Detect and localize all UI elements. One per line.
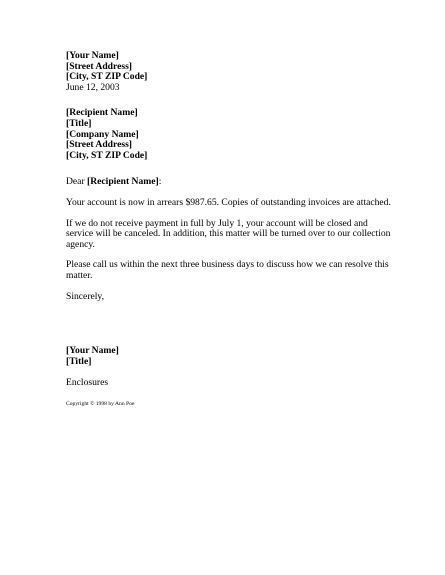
salutation-suffix: : [158, 176, 162, 188]
signature-title: [Title] [66, 355, 92, 367]
signature-block [66, 346, 396, 367]
salutation-prefix: Dear [66, 176, 88, 188]
body-paragraph-payment-deadline: If we do not receive payment in full by July 1, your account will be closed and service will be canceled. In addition, this matter will be turned over to our collection agency. [66, 217, 391, 250]
letter-date: June 12, 2003 [66, 81, 120, 93]
recipient-city: [City, ST ZIP Code] [66, 149, 148, 161]
enclosures-note: Enclosures [66, 377, 109, 389]
copyright-notice: Copyright © 1998 by Ann Poe [66, 400, 135, 407]
body-paragraph-arrears: Your account is now in arrears $987.65. Copies of outstanding invoices are attached. [66, 196, 391, 208]
sender-street: [Street Address] [66, 60, 132, 72]
body-paragraph-call-request: Please call us within the next three business days to discuss how we can resolve this matter. [66, 259, 389, 281]
salutation [66, 177, 396, 188]
collection-letter [66, 51, 396, 408]
recipient-street: [Street Address] [66, 139, 132, 151]
signature-name: [Your Name] [66, 345, 119, 357]
sender-name: [Your Name] [66, 50, 119, 61]
recipient-address-block [66, 108, 396, 161]
recipient-name: [Recipient Name] [66, 107, 138, 119]
closing: Sincerely, [66, 290, 105, 302]
sender-city: [City, ST ZIP Code] [66, 71, 148, 83]
recipient-title: [Title] [66, 117, 92, 129]
salutation-name: [Recipient Name] [87, 176, 159, 188]
sender-address-block [66, 51, 396, 93]
recipient-company: [Company Name] [66, 128, 139, 140]
